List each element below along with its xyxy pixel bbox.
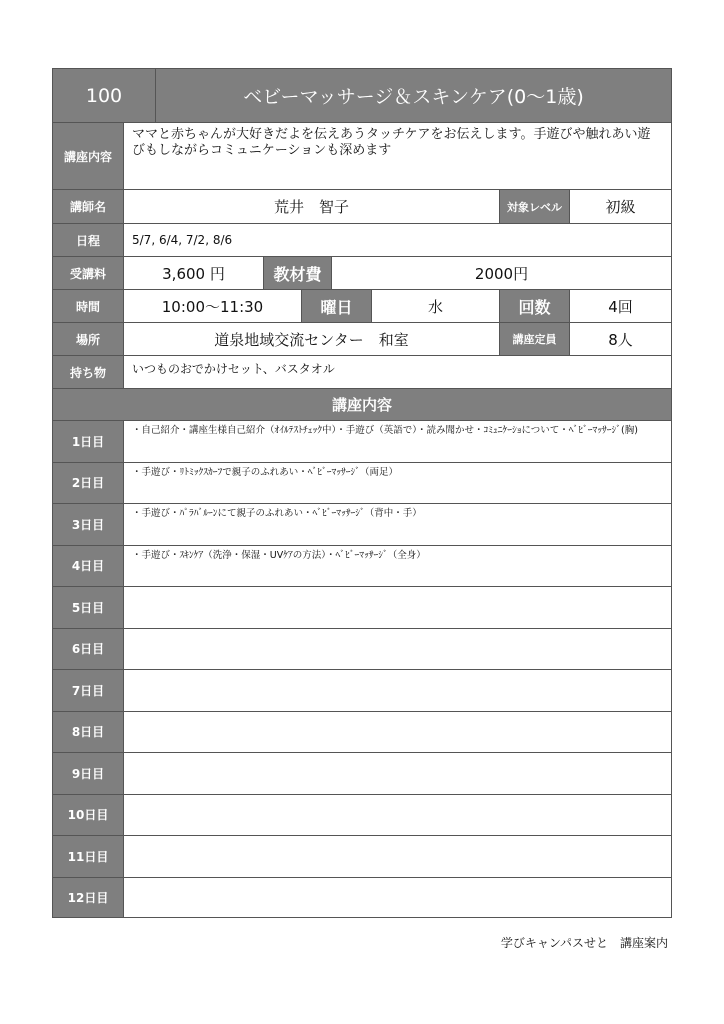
material-fee-value: 2000円 — [331, 257, 671, 289]
place-label: 場所 — [53, 323, 123, 355]
content-row — [52, 122, 672, 189]
day-label: 5日目 — [53, 587, 123, 628]
belongings-value: いつものおでかけセット、バスタオル — [123, 356, 671, 388]
title-row — [52, 68, 672, 122]
day-row — [52, 462, 672, 504]
day-row — [52, 711, 672, 753]
schedule-value: 5/7, 6/4, 7/2, 8/6 — [123, 224, 671, 256]
capacity-label: 講座定員 — [499, 323, 569, 355]
day-label: 9日目 — [53, 753, 123, 794]
day-content: ・手遊び・ﾘﾄﾐｯｸｽｶｰﾌで親子のふれあい・ﾍﾞﾋﾞｰﾏｯｻｰｼﾞ（両足） — [123, 463, 671, 504]
day-label: 3日目 — [53, 504, 123, 545]
day-content — [123, 629, 671, 670]
day-label: 2日目 — [53, 463, 123, 504]
level-value: 初級 — [569, 190, 671, 223]
day-content — [123, 878, 671, 918]
course-number: 100 — [53, 69, 156, 122]
day-list — [52, 420, 672, 918]
weekday-value: 水 — [371, 290, 499, 322]
fee-label: 受講料 — [53, 257, 123, 289]
content-value: ママと赤ちゃんが大好きだよを伝えあうタッチケアをお伝えします。手遊びや触れあい遊びもしながらコミュニケーションも深めます — [123, 123, 671, 189]
schedule-label: 日程 — [53, 224, 123, 256]
day-content — [123, 836, 671, 877]
day-row — [52, 752, 672, 794]
course-sheet — [52, 68, 672, 918]
day-row — [52, 545, 672, 587]
day-content — [123, 587, 671, 628]
place-row — [52, 322, 672, 355]
course-title: ベビーマッサージ＆スキンケア(0～1歳) — [156, 69, 671, 122]
day-label: 10日目 — [53, 795, 123, 836]
instructor-row — [52, 189, 672, 223]
day-row — [52, 503, 672, 545]
day-row — [52, 835, 672, 877]
count-label: 回数 — [499, 290, 569, 322]
day-row — [52, 877, 672, 919]
day-label: 6日目 — [53, 629, 123, 670]
instructor-value: 荒井 智子 — [123, 190, 499, 223]
day-row — [52, 669, 672, 711]
day-row — [52, 420, 672, 462]
day-content: ・手遊び・ﾊﾟﾗﾊﾞﾙｰﾝにて親子のふれあい・ﾍﾞﾋﾞｰﾏｯｻｰｼﾞ（背中・手） — [123, 504, 671, 545]
day-row — [52, 794, 672, 836]
section-header: 講座内容 — [53, 389, 671, 420]
day-label: 4日目 — [53, 546, 123, 587]
day-label: 12日目 — [53, 878, 123, 918]
day-label: 11日目 — [53, 836, 123, 877]
count-value: 4回 — [569, 290, 671, 322]
day-row — [52, 628, 672, 670]
day-content: ・手遊び・ｽｷﾝｹｱ（洗浄・保湿・UVｹｱの方法）・ﾍﾞﾋﾞｰﾏｯｻｰｼﾞ（全身） — [123, 546, 671, 587]
day-content — [123, 712, 671, 753]
day-content — [123, 795, 671, 836]
time-row — [52, 289, 672, 322]
weekday-label: 曜日 — [301, 290, 371, 322]
time-label: 時間 — [53, 290, 123, 322]
level-label: 対象レベル — [499, 190, 569, 223]
day-row — [52, 586, 672, 628]
content-label: 講座内容 — [53, 123, 123, 189]
day-content: ・自己紹介・講座生様自己紹介（ｵｲﾙﾃｽﾄﾁｪｯｸ中）・手遊び（英語で）・読み聞かせ・ｺﾐｭﾆｹｰｼｮについて・ﾍﾞﾋﾞｰﾏｯｻｰｼﾞ(胸) — [123, 421, 671, 462]
footer-text: 学びキャンパスせと 講座案内 — [500, 936, 668, 950]
time-value: 10:00～11:30 — [123, 290, 301, 322]
capacity-value: 8人 — [569, 323, 671, 355]
section-header-row — [52, 388, 672, 420]
place-value: 道泉地域交流センター 和室 — [123, 323, 499, 355]
instructor-label: 講師名 — [53, 190, 123, 223]
fee-row — [52, 256, 672, 289]
day-content — [123, 753, 671, 794]
belongings-label: 持ち物 — [53, 356, 123, 388]
day-content — [123, 670, 671, 711]
day-label: 7日目 — [53, 670, 123, 711]
schedule-row — [52, 223, 672, 256]
material-fee-label: 教材費 — [263, 257, 331, 289]
belongings-row — [52, 355, 672, 388]
day-label: 1日目 — [53, 421, 123, 462]
day-label: 8日目 — [53, 712, 123, 753]
fee-value: 3,600 円 — [123, 257, 263, 289]
